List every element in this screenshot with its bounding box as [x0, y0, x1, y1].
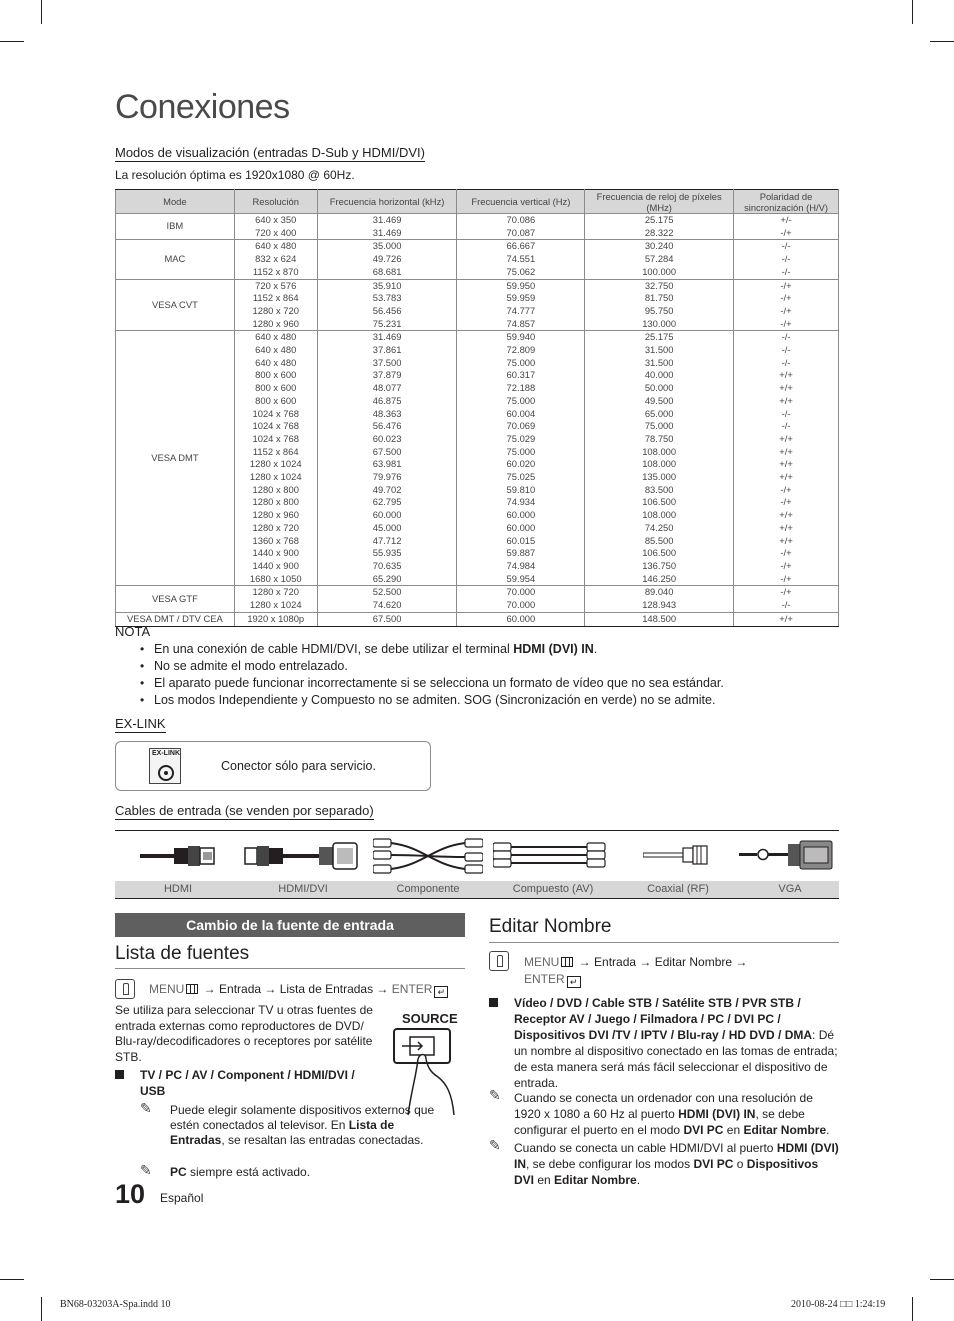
cell-value: 640 x 480 — [255, 240, 297, 252]
cell-value: 59.950 — [506, 279, 536, 291]
crop-mark — [0, 41, 24, 42]
table-cell — [585, 586, 734, 612]
cell-value: -/+ — [780, 559, 792, 571]
cell-value: 74.551 — [506, 253, 536, 265]
table-cell — [234, 586, 317, 612]
cell-value: 108.000 — [642, 509, 677, 521]
table-row — [116, 612, 839, 626]
table-cell — [585, 214, 734, 240]
table-cell — [234, 279, 317, 331]
cell-value: 1152 x 864 — [252, 292, 299, 304]
hdmi-cable-icon — [140, 835, 216, 875]
table-cell — [734, 214, 839, 240]
hand-remote-icon — [115, 979, 135, 999]
display-modes-table — [115, 189, 839, 627]
cell-value: -/+ — [780, 586, 792, 598]
cell-value: 60.000 — [372, 509, 402, 521]
table-cell — [585, 279, 734, 331]
vga-cable-icon — [739, 835, 835, 875]
menu-path-editar: MENU → Entrada → Editar Nombre → ENTER ↵ — [524, 955, 748, 987]
cell-value: 31.469 — [372, 214, 402, 225]
cell-value: -/+ — [780, 572, 792, 584]
optimal-resolution-note: La resolución óptima es 1920x1080 @ 60Hz. — [115, 168, 355, 182]
crop-mark — [912, 0, 913, 24]
cell-value: 720 x 576 — [255, 279, 297, 291]
note-pencil-icon: ✎ — [489, 1087, 501, 1103]
cell-value: 74.777 — [506, 304, 536, 316]
column-header: Frecuencia de reloj de píxeles (MHz) — [585, 190, 734, 214]
component-cable-icon — [373, 835, 483, 879]
table-row — [116, 279, 839, 331]
cell-value: 32.750 — [644, 279, 674, 291]
table-cell — [457, 586, 585, 612]
cell-value: 70.069 — [506, 420, 536, 432]
lista-description: Se utiliza para seleccionar TV u otras fuentes de entrada externas como reproductores de DVD/ Blu-ray/decodificadores o receptores por satélite STB. — [115, 1003, 373, 1064]
source-label: SOURCE — [402, 1011, 458, 1026]
cell-value: 40.000 — [644, 369, 674, 381]
input-list-item: TV / PC / AV / Component / HDMI/DVI / USB — [140, 1068, 355, 1098]
cell-value: 25.175 — [644, 214, 674, 225]
mode-cell: VESA CVT — [116, 279, 235, 331]
cell-value: 1024 x 768 — [252, 432, 299, 444]
cell-value: 31.500 — [644, 344, 674, 356]
cell-value: 35.910 — [372, 279, 402, 291]
footer-filename: BN68-03203A-Spa.indd 10 — [60, 1299, 171, 1310]
cell-value: 60.000 — [506, 521, 536, 533]
cell-value: 30.240 — [644, 240, 674, 252]
table-cell — [317, 279, 457, 331]
column-header: Frecuencia horizontal (kHz) — [317, 190, 457, 214]
cell-value: 1280 x 720 — [252, 304, 299, 316]
cell-value: 72.188 — [506, 382, 536, 394]
cell-value: -/+ — [780, 547, 792, 559]
cell-value: 74.250 — [644, 521, 674, 533]
table-cell — [734, 279, 839, 331]
cell-value: 130.000 — [642, 317, 677, 329]
cell-value: 136.750 — [642, 559, 677, 571]
cell-value: 1280 x 1024 — [249, 471, 302, 483]
cell-value: 74.857 — [506, 317, 536, 329]
cell-value: 1024 x 768 — [252, 420, 299, 432]
menu-icon — [561, 957, 573, 967]
cell-value: 60.020 — [506, 458, 536, 470]
table-cell — [317, 214, 457, 240]
cell-value: 53.783 — [372, 292, 402, 304]
cell-value: 75.000 — [506, 356, 536, 368]
cell-value: -/+ — [780, 304, 792, 316]
cell-value: 75.062 — [506, 265, 536, 277]
cell-value: 59.959 — [506, 292, 536, 304]
editar-note-2: Cuando se conecta un cable HDMI/DVI al puerto HDMI (DVI) IN, se debe configurar los modos DVI PC o Dispositivos DVI en Editar Nombre. — [514, 1141, 839, 1187]
cell-value: 1360 x 768 — [252, 534, 299, 546]
cell-value: 25.175 — [644, 331, 674, 343]
cell-value: 60.000 — [506, 509, 536, 521]
menu-path-lista: MENU → Entrada → Lista de Entradas → ENTER ↵ — [149, 982, 448, 998]
cell-value: 50.000 — [644, 382, 674, 394]
cell-value: 148.500 — [642, 612, 677, 624]
nota-item: • No se admite el modo entrelazado. — [140, 658, 724, 675]
table-cell — [734, 331, 839, 586]
table-cell — [457, 214, 585, 240]
note-pencil-icon: ✎ — [489, 1137, 501, 1153]
cell-value: 28.322 — [644, 226, 674, 238]
page-title: Conexiones — [115, 88, 290, 126]
cell-value: 1280 x 800 — [252, 483, 299, 495]
cell-value: 70.086 — [506, 214, 536, 225]
cell-value: -/- — [781, 265, 791, 277]
cell-value: 1280 x 1024 — [249, 458, 302, 470]
cell-value: 89.040 — [644, 586, 674, 598]
cell-value: 135.000 — [642, 471, 677, 483]
cell-value: -/- — [781, 331, 791, 343]
table-cell — [234, 331, 317, 586]
cell-value: 49.702 — [372, 483, 402, 495]
lista-fuentes-heading: Lista de fuentes — [115, 943, 465, 969]
enter-icon: ↵ — [567, 976, 581, 988]
menu-icon — [186, 984, 198, 994]
exlink-port-icon — [149, 748, 181, 784]
cell-value: 74.984 — [506, 559, 536, 571]
cell-value: 67.500 — [372, 612, 402, 624]
cell-value: +/+ — [779, 612, 793, 624]
page-number: 10 — [115, 1179, 146, 1209]
cell-value: +/+ — [779, 382, 793, 394]
cable-label-hdmi: HDMI — [163, 883, 193, 895]
cable-labels-bar — [115, 881, 839, 899]
cell-value: 640 x 480 — [255, 356, 297, 368]
cables-heading: Cables de entrada (se venden por separado) — [115, 803, 374, 818]
jack-icon — [158, 765, 174, 781]
table-row — [116, 240, 839, 279]
cell-value: 56.476 — [372, 420, 402, 432]
nota-item: • El aparato puede funcionar incorrectamente si se selecciona un formato de vídeo que no sea estándar. — [140, 675, 724, 692]
table-cell — [317, 612, 457, 626]
cell-value: -/- — [781, 344, 791, 356]
cell-value: -/+ — [780, 496, 792, 508]
cell-value: 63.981 — [372, 458, 402, 470]
cell-value: 59.810 — [506, 483, 536, 495]
crop-mark — [930, 41, 954, 42]
table-cell — [585, 240, 734, 279]
cell-value: 1280 x 720 — [252, 586, 299, 598]
table-row — [116, 586, 839, 612]
nota-item: • Los modos Independiente y Compuesto no se admiten. SOG (Sincronización en verde) no se admite. — [140, 692, 724, 709]
table-cell — [317, 240, 457, 279]
exlink-heading: EX-LINK — [115, 716, 166, 731]
bullet-square — [489, 998, 498, 1007]
nota-item: • En una conexión de cable HDMI/DVI, se debe utilizar el terminal HDMI (DVI) IN. — [140, 641, 724, 658]
mode-cell: VESA GTF — [116, 586, 235, 612]
table-cell — [317, 586, 457, 612]
column-header: Resolución — [234, 190, 317, 214]
cell-value: +/+ — [779, 369, 793, 381]
cell-value: 1152 x 870 — [252, 265, 299, 277]
table-cell — [457, 240, 585, 279]
mode-cell: VESA DMT / DTV CEA — [116, 612, 235, 626]
crop-mark — [912, 1297, 913, 1321]
cell-value: 37.879 — [372, 369, 402, 381]
cell-value: 57.284 — [644, 253, 674, 265]
cell-value: 65.290 — [372, 572, 402, 584]
hdmi-dvi-cable-icon — [243, 835, 363, 875]
column-header: Frecuencia vertical (Hz) — [457, 190, 585, 214]
mode-cell: VESA DMT — [116, 331, 235, 586]
cell-value: 1280 x 960 — [252, 317, 299, 329]
cell-value: -/- — [781, 407, 791, 419]
cell-value: 100.000 — [642, 265, 677, 277]
bullet-square — [115, 1070, 124, 1079]
cell-value: 65.000 — [644, 407, 674, 419]
cell-value: 47.712 — [372, 534, 402, 546]
table-cell — [734, 586, 839, 612]
cell-value: 1680 x 1050 — [249, 572, 302, 584]
column-header: Polaridad de sincronización (H/V) — [734, 190, 839, 214]
exlink-icon-label: EX-LINK — [152, 750, 180, 757]
cell-value: 70.000 — [506, 599, 536, 611]
table-row — [116, 214, 839, 240]
cell-value: -/+ — [780, 226, 792, 238]
crop-mark — [41, 1297, 42, 1321]
cable-label-composite: Compuesto (AV) — [512, 883, 594, 895]
cell-value: +/+ — [779, 509, 793, 521]
cell-value: -/- — [781, 356, 791, 368]
cell-value: 640 x 480 — [255, 331, 297, 343]
cable-label-coaxial: Coaxial (RF) — [647, 883, 709, 895]
mode-cell: IBM — [116, 214, 235, 240]
cell-value: 60.317 — [506, 369, 536, 381]
cell-value: -/- — [781, 240, 791, 252]
cable-label-vga: VGA — [778, 883, 802, 895]
cell-value: 70.635 — [372, 559, 402, 571]
note-pencil-icon: ✎ — [140, 1162, 152, 1178]
table-cell — [234, 240, 317, 279]
cell-value: +/- — [780, 214, 792, 225]
cell-value: 46.875 — [372, 394, 402, 406]
cell-value: 37.500 — [372, 356, 402, 368]
cell-value: 75.029 — [506, 432, 536, 444]
nota-heading: NOTA — [115, 624, 151, 639]
cell-value: 1440 x 900 — [252, 547, 299, 559]
cell-value: 640 x 350 — [255, 214, 297, 225]
cell-value: +/+ — [779, 445, 793, 457]
cell-value: 52.500 — [372, 586, 402, 598]
cable-strip — [115, 830, 839, 898]
cell-value: +/+ — [779, 534, 793, 546]
table-cell — [457, 331, 585, 586]
cell-value: +/+ — [779, 458, 793, 470]
cell-value: 108.000 — [642, 445, 677, 457]
cell-value: 48.363 — [372, 407, 402, 419]
hand-remote-icon — [489, 951, 509, 971]
cell-value: 75.000 — [506, 394, 536, 406]
cell-value: 75.000 — [644, 420, 674, 432]
cell-value: 70.087 — [506, 226, 536, 238]
cell-value: 1280 x 720 — [252, 521, 299, 533]
cell-value: -/+ — [780, 292, 792, 304]
cell-value: 59.940 — [506, 331, 536, 343]
cell-value: 106.500 — [642, 547, 677, 559]
cell-value: 67.500 — [372, 445, 402, 457]
table-cell — [585, 612, 734, 626]
cell-value: 55.935 — [372, 547, 402, 559]
cell-value: 68.681 — [372, 265, 402, 277]
modes-heading: Modos de visualización (entradas D-Sub y HDMI/DVI) — [115, 145, 425, 160]
cell-value: 1920 x 1080p — [247, 612, 305, 624]
table-row — [116, 331, 839, 586]
cell-value: 81.750 — [644, 292, 674, 304]
note-pencil-icon: ✎ — [140, 1100, 152, 1116]
cell-value: 800 x 600 — [255, 369, 297, 381]
table-cell — [734, 612, 839, 626]
cell-value: 95.750 — [644, 304, 674, 316]
cell-value: 640 x 480 — [255, 344, 297, 356]
cell-value: 800 x 600 — [255, 382, 297, 394]
cell-value: 74.620 — [372, 599, 402, 611]
cell-value: +/+ — [779, 432, 793, 444]
table-cell — [734, 240, 839, 279]
coaxial-cable-icon — [643, 835, 713, 875]
cell-value: 74.934 — [506, 496, 536, 508]
source-button-hand-illustration — [388, 1007, 458, 1117]
mode-cell: MAC — [116, 240, 235, 279]
cell-value: -/+ — [780, 483, 792, 495]
cell-value: 60.023 — [372, 432, 402, 444]
table-cell — [234, 214, 317, 240]
cell-value: 75.000 — [506, 445, 536, 457]
cell-value: 108.000 — [642, 458, 677, 470]
cell-value: 1440 x 900 — [252, 559, 299, 571]
cell-value: 49.500 — [644, 394, 674, 406]
cell-value: 56.456 — [372, 304, 402, 316]
cell-value: 62.795 — [372, 496, 402, 508]
editar-note-1: Cuando se conecta un ordenador con una resolución de 1920 x 1080 a 60 Hz al puerto HDMI (DVI) IN, se debe configurar el puerto en el modo DVI PC en Editar Nombre. — [514, 1091, 830, 1137]
cell-value: 59.887 — [506, 547, 536, 559]
cell-value: 106.500 — [642, 496, 677, 508]
cell-value: 66.667 — [506, 240, 536, 252]
crop-mark — [0, 1279, 24, 1280]
table-header-row — [116, 190, 839, 214]
exlink-description: Conector sólo para servicio. — [221, 759, 376, 773]
lista-note-1: Puede elegir solamente dispositivos externos que estén conectados al televisor. En Lista de Entradas, se resaltan las entradas conectadas. — [170, 1103, 435, 1147]
cell-value: 85.500 — [644, 534, 674, 546]
cell-value: 1280 x 1024 — [249, 599, 302, 611]
nota-list — [140, 641, 724, 709]
cell-value: 83.500 — [644, 483, 674, 495]
table-cell — [317, 331, 457, 586]
exlink-box — [115, 741, 431, 791]
cell-value: 31.469 — [372, 226, 402, 238]
cell-value: 128.943 — [642, 599, 677, 611]
cell-value: 1280 x 960 — [252, 509, 299, 521]
table-cell — [234, 612, 317, 626]
cell-value: +/+ — [779, 394, 793, 406]
cell-value: 70.000 — [506, 586, 536, 598]
table-cell — [457, 279, 585, 331]
cell-value: +/+ — [779, 521, 793, 533]
cell-value: 72.809 — [506, 344, 536, 356]
device-names-item: Vídeo / DVD / Cable STB / Satélite STB / PVR STB / Receptor AV / Juego / Filmadora / PC / DVI PC / Dispositivos DVI /TV / IPTV / Blu-ray / HD DVD / DMA: Dé un nombre al dispositivo conectado en las tomas de entrada; de esta manera será más fácil seleccionar el dispositivo de entrada. — [514, 996, 838, 1090]
cell-value: 60.000 — [506, 612, 536, 624]
section-bar-source-change: Cambio de la fuente de entrada — [115, 913, 465, 937]
lista-note-2: PC siempre está activado. — [170, 1165, 311, 1179]
cell-value: 800 x 600 — [255, 394, 297, 406]
cell-value: +/+ — [779, 471, 793, 483]
cell-value: 75.025 — [506, 471, 536, 483]
cell-value: 832 x 624 — [255, 253, 297, 265]
cell-value: 45.000 — [372, 521, 402, 533]
table-cell — [457, 612, 585, 626]
enter-icon: ↵ — [434, 986, 448, 998]
crop-mark — [930, 1279, 954, 1280]
cell-value: 78.750 — [644, 432, 674, 444]
column-header: Mode — [116, 190, 235, 214]
cell-value: 1280 x 800 — [252, 496, 299, 508]
cell-value: 48.077 — [372, 382, 402, 394]
cell-value: -/+ — [780, 279, 792, 291]
cell-value: 79.976 — [372, 471, 402, 483]
cell-value: 59.954 — [506, 572, 536, 584]
cell-value: 1152 x 864 — [252, 445, 299, 457]
crop-mark — [41, 0, 42, 24]
cell-value: -/- — [781, 420, 791, 432]
cell-value: 37.861 — [372, 344, 402, 356]
cable-label-component: Componente — [396, 883, 460, 895]
cell-value: 60.015 — [506, 534, 536, 546]
cell-value: 31.469 — [372, 331, 402, 343]
cell-value: 75.231 — [372, 317, 402, 329]
cell-value: 31.500 — [644, 356, 674, 368]
cable-label-hdmi-dvi: HDMI/DVI — [278, 883, 328, 895]
cell-value: 60.004 — [506, 407, 536, 419]
editar-nombre-heading: Editar Nombre — [489, 916, 839, 943]
cell-value: 720 x 400 — [255, 226, 297, 238]
footer-timestamp: 2010-08-24 □□ 1:24:19 — [791, 1299, 886, 1310]
page-language: Español — [160, 1191, 204, 1205]
cell-value: 1024 x 768 — [252, 407, 299, 419]
composite-cable-icon — [493, 835, 607, 875]
cell-value: 35.000 — [372, 240, 402, 252]
cell-value: -/+ — [780, 317, 792, 329]
table-cell — [585, 331, 734, 586]
cell-value: -/- — [781, 599, 791, 611]
cell-value: 49.726 — [372, 253, 402, 265]
cell-value: 146.250 — [642, 572, 677, 584]
cell-value: -/- — [781, 253, 791, 265]
table-body — [116, 214, 839, 627]
